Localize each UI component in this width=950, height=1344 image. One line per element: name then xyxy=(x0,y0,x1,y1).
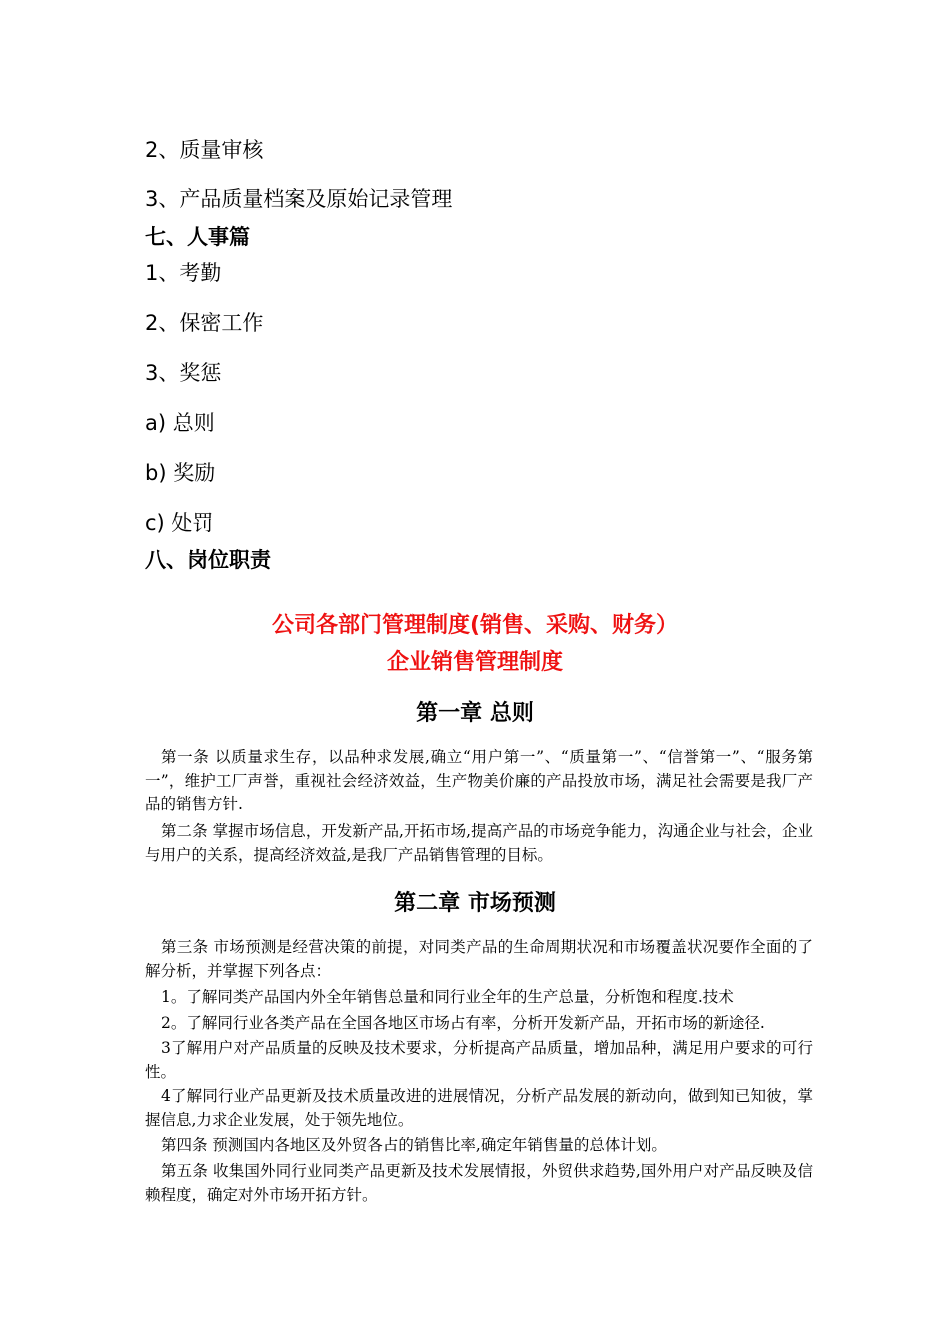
document-main-title: 公司各部门管理制度(销售、采购、财务） xyxy=(271,613,679,638)
section-heading-job-duties: 八、岗位职责 xyxy=(145,548,271,572)
list-item-1: 1。了解同类产品国内外全年销售总量和同行业全年的生产总量，分析饱和程度.技术 xyxy=(161,988,734,1006)
chapter-2-heading: 第二章 市场预测 xyxy=(394,891,556,916)
article-5-paragraph: 第五条 收集国外同行业同类产品更新及技术发展情报，外贸供求趋势,国外用户对产品反映及信赖程度，确定对外市场开拓方针。 xyxy=(145,1162,813,1204)
document-sub-title: 企业销售管理制度 xyxy=(386,650,563,675)
outline-item-attendance: 1、考勤 xyxy=(145,261,222,285)
list-item-2: 2。了解同行业各类产品在全国各地区市场占有率，分析开发新产品，开拓市场的新途径. xyxy=(161,1014,765,1032)
outline-item-rewards-penalties: 3、奖惩 xyxy=(145,361,222,385)
outline-subitem-penalties: c) 处罚 xyxy=(145,511,214,535)
outline-item-confidentiality: 2、保密工作 xyxy=(145,311,264,335)
outline-item-quality-audit: 2、质量审核 xyxy=(145,138,264,162)
article-1-paragraph: 第一条 以质量求生存，以品种求发展,确立“用户第一”、“质量第一”、“信誉第一”、“服务第一”，维护工厂声誉，重视社会经济效益，生产物美价廉的产品投放市场，满足社会需要是我厂产品的销售方针. xyxy=(145,748,813,813)
outline-item-quality-records: 3、产品质量档案及原始记录管理 xyxy=(145,187,453,211)
section-heading-personnel: 七、人事篇 xyxy=(145,225,250,249)
article-4-paragraph: 第四条 预测国内各地区及外贸各占的销售比率,确定年销售量的总体计划。 xyxy=(161,1136,667,1154)
outline-subitem-general: a) 总则 xyxy=(145,411,215,435)
chapter-1-heading: 第一章 总则 xyxy=(416,701,534,726)
list-item-3: 3了解用户对产品质量的反映及技术要求，分析提高产品质量，增加品种，满足用户要求的可行性。 xyxy=(145,1039,813,1081)
list-item-4: 4了解同行业产品更新及技术质量改进的进展情况，分析产品发展的新动向，做到知已知彼，掌握信息,力求企业发展，处于领先地位。 xyxy=(145,1087,813,1129)
article-3-paragraph: 第三条 市场预测是经营决策的前提，对同类产品的生命周期状况和市场覆盖状况要作全面的了解分析，并掌握下列各点： xyxy=(145,938,813,980)
article-2-paragraph: 第二条 掌握市场信息，开发新产品,开拓市场,提高产品的市场竞争能力，沟通企业与社会，企业与用户的关系，提高经济效益,是我厂产品销售管理的目标。 xyxy=(145,822,813,864)
outline-subitem-rewards: b) 奖励 xyxy=(145,461,216,485)
